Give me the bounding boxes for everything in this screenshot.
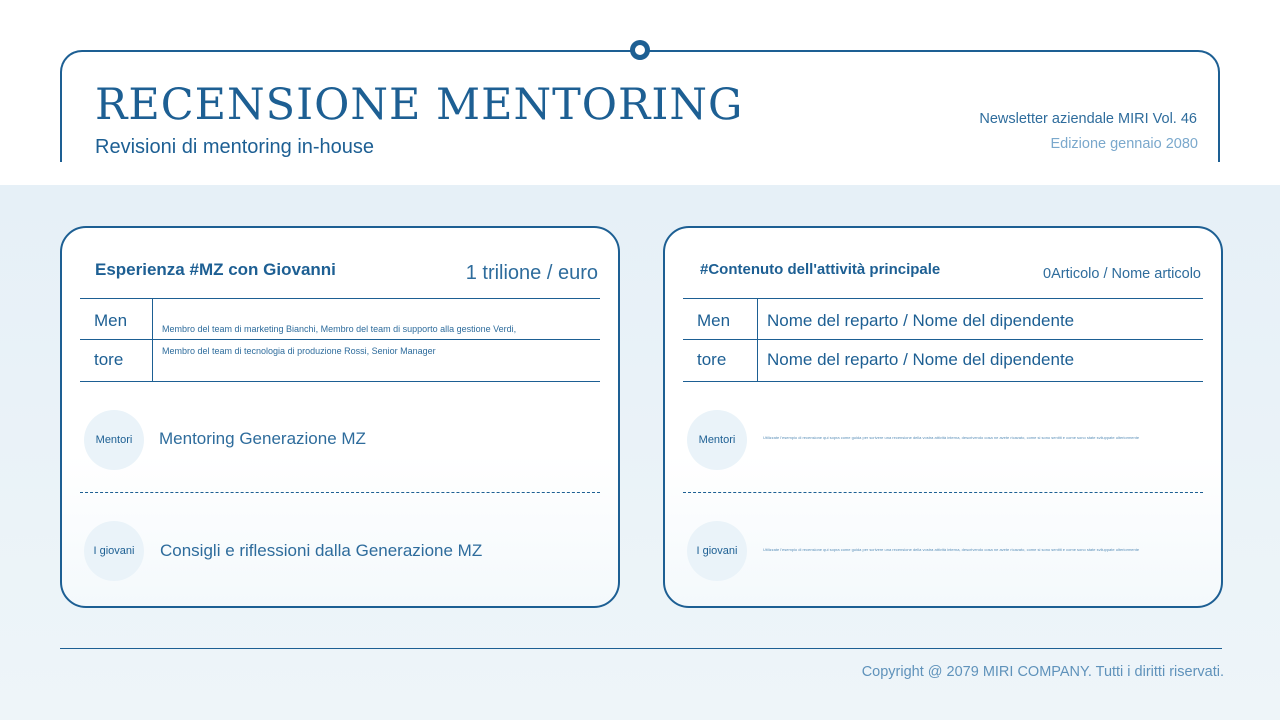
card-title: Esperienza #MZ con Giovanni <box>95 260 336 279</box>
table-label: Men <box>697 311 731 330</box>
frame-ring-icon <box>630 40 650 60</box>
edition-label: Edizione gennaio 2080 <box>1050 136 1198 152</box>
card-meta: 0Articolo / Nome articolo <box>1043 266 1201 282</box>
table-divider <box>80 339 600 340</box>
page-title: RECENSIONE MENTORING <box>95 80 744 130</box>
review-card-activity <box>663 226 1223 608</box>
mentor-table <box>80 298 600 382</box>
mentor-review-text: Utilizzate l'esempio di recensione qui sopra come guida per scrivere una recensione della vostra attività interna, descrivendo cosa ne avete ricavato, come si sono sentiti e come sono state sviluppate ulteriormente <box>763 435 1140 440</box>
mentor-badge: Mentori <box>84 410 144 470</box>
youth-review-text: Utilizzate l'esempio di recensione qui sopra come guida per scrivere una recensione della vostra attività interna, descrivendo cosa ne avete ricavato, come si sono sentiti e come sono state sviluppate ulteriormente <box>763 547 1140 552</box>
dashed-divider <box>683 492 1203 493</box>
department-employee-cell: Nome del reparto / Nome del dipendente <box>767 350 1075 369</box>
table-label: Men <box>94 311 128 330</box>
card-title: #Contenuto dell'attività principale <box>700 261 941 278</box>
mentor-list-line: Membro del team di tecnologia di produzione Rossi, Senior Manager <box>162 346 436 356</box>
mentor-list-line: Membro del team di marketing Bianchi, Membro del team di supporto alla gestione Verdi, <box>162 324 517 334</box>
mentor-badge: Mentori <box>687 410 747 470</box>
mentor-table <box>683 298 1203 382</box>
card-meta: 1 trilione / euro <box>465 262 598 284</box>
review-card-experience <box>60 226 620 608</box>
footer-divider <box>60 648 1222 649</box>
mentor-row-text: Mentoring Generazione MZ <box>159 429 366 448</box>
page-subtitle: Revisioni di mentoring in-house <box>95 136 375 158</box>
copyright-text: Copyright @ 2079 MIRI COMPANY. Tutti i diritti riservati. <box>861 664 1224 680</box>
department-employee-cell: Nome del reparto / Nome del dipendente <box>767 311 1075 330</box>
youth-row-text: Consigli e riflessioni dalla Generazione MZ <box>160 541 483 560</box>
table-divider <box>683 339 1203 340</box>
table-label: tore <box>94 350 124 369</box>
youth-badge: I giovani <box>84 521 144 581</box>
dashed-divider <box>80 492 600 493</box>
table-column-divider <box>757 299 758 381</box>
table-column-divider <box>152 299 153 381</box>
newsletter-label: Newsletter aziendale MIRI Vol. 46 <box>979 111 1197 127</box>
youth-badge: I giovani <box>687 521 747 581</box>
table-label: tore <box>697 350 727 369</box>
